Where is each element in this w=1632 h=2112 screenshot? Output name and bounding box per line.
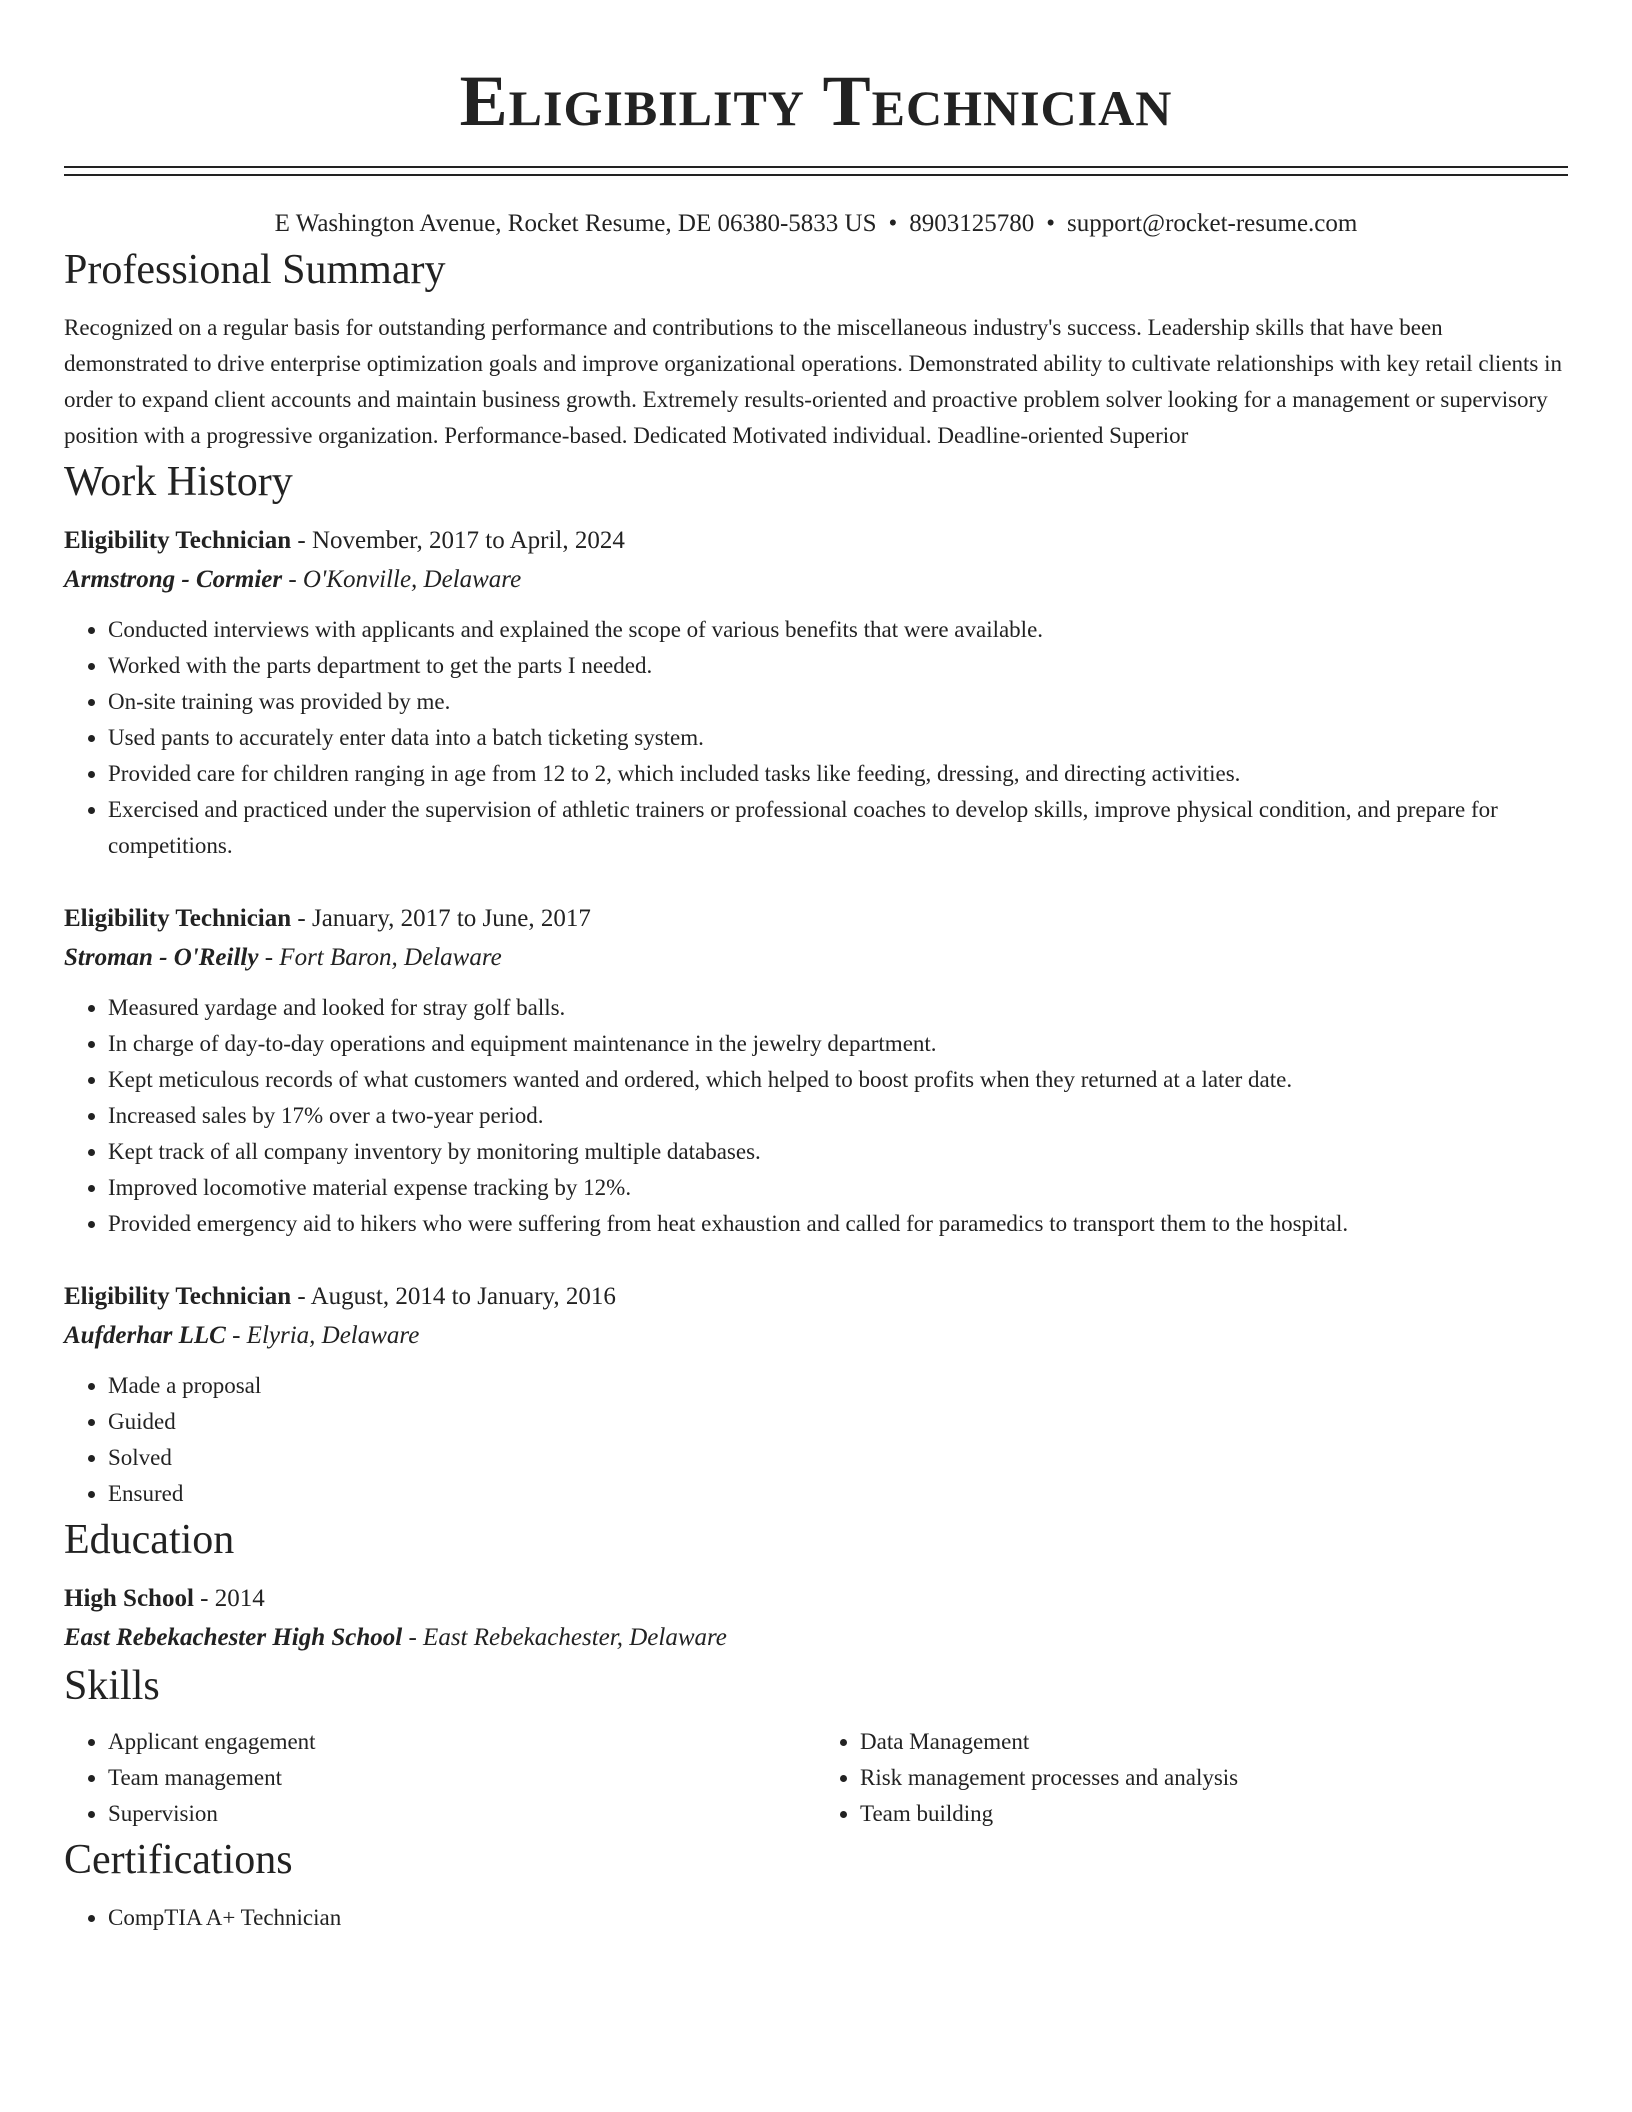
list-item: • Kept meticulous records of what customers wanted and ordered, which helped to boost profits when they returned at a later date. [108, 1062, 1568, 1098]
job-company-line [64, 560, 1568, 600]
job-company-line [64, 1316, 1568, 1356]
job-bullets [64, 612, 1568, 864]
list-item: • In charge of day-to-day operations and equipment maintenance in the jewelry department. [108, 1026, 1568, 1062]
work-history-heading: Work History [64, 459, 293, 505]
contact-email[interactable]: support@rocket-resume.com [1067, 210, 1358, 237]
contact-line [64, 206, 1568, 242]
job-location: - Fort Baron, Delaware [258, 944, 502, 971]
list-item: • Supervision [108, 1796, 816, 1832]
job-location: - Elyria, Delaware [225, 1322, 420, 1349]
education-heading: Education [64, 1517, 235, 1563]
list-item: • Provided emergency aid to hikers who were suffering from heat exhaustion and called for paramedics to transport them to the hospital. [108, 1206, 1568, 1242]
job-dates: - November, 2017 to April, 2024 [291, 527, 625, 554]
education-entry [64, 1580, 1568, 1658]
list-item: • Worked with the parts department to get the parts I needed. [108, 648, 1568, 684]
job-company-line [64, 938, 1568, 978]
list-item: • Solved [108, 1440, 1568, 1476]
job-dates: - January, 2017 to June, 2017 [291, 905, 591, 932]
contact-address: E Washington Avenue, Rocket Resume, DE 06380-5833 US [274, 210, 877, 237]
job-bullets [64, 1368, 1568, 1512]
job-location: - O'Konville, Delaware [282, 566, 522, 593]
skills-grid [64, 1724, 1568, 1832]
list-item: • Risk management processes and analysis [860, 1760, 1568, 1796]
education-year: - 2014 [193, 1585, 265, 1612]
resume-name: Eligibility Technician [459, 61, 1173, 141]
education-degree-line [64, 1580, 1568, 1618]
list-item: • Measured yardage and looked for stray golf balls. [108, 990, 1568, 1026]
summary-text: Recognized on a regular basis for outstanding performance and contributions to the miscellaneous industry's success. Leadership skills that have been demonstrated to drive enterprise optimization goals and improve organizational operations. Demonstrated ability to cultivate relationships with key retail clients in order to expand client accounts and maintain business growth. Extremely results-oriented and proactive problem solver looking for a management or supervisory position with a progressive organization. Performance-based. Dedicated Motivated individual. Deadline-oriented Superior [64, 315, 1563, 448]
certifications-heading: Certifications [64, 1837, 293, 1883]
job-title-line [64, 1278, 1568, 1316]
job-title: Eligibility Technician [64, 905, 292, 932]
contact-separator: • [888, 210, 898, 237]
job-company: Armstrong - Cormier [64, 566, 283, 593]
job-entry [64, 522, 1568, 864]
education-location: - East Rebekachester, Delaware [402, 1624, 727, 1651]
list-item: • Data Management [860, 1724, 1568, 1760]
job-title: Eligibility Technician [64, 527, 292, 554]
education-school: East Rebekachester High School [64, 1624, 403, 1651]
skills-heading: Skills [64, 1663, 160, 1709]
job-title-line [64, 522, 1568, 560]
list-item: • CompTIA A+ Technician [108, 1900, 1568, 1936]
contact-separator: • [1046, 210, 1056, 237]
list-item: • Team management [108, 1760, 816, 1796]
job-company: Aufderhar LLC [64, 1322, 226, 1349]
list-item: • Improved locomotive material expense tracking by 12%. [108, 1170, 1568, 1206]
education-school-line [64, 1618, 1568, 1658]
job-entry [64, 1278, 1568, 1512]
list-item: • Exercised and practiced under the supervision of athletic trainers or professional coaches to develop skills, improve physical condition, and prepare for competitions. [108, 792, 1568, 864]
skills-column-left [64, 1724, 816, 1832]
job-bullets [64, 990, 1568, 1242]
list-item: • Made a proposal [108, 1368, 1568, 1404]
list-item: • Ensured [108, 1476, 1568, 1512]
education-degree: High School [64, 1585, 194, 1612]
job-title: Eligibility Technician [64, 1283, 292, 1310]
job-title-line [64, 900, 1568, 938]
contact-phone: 8903125780 [909, 210, 1035, 237]
job-dates: - August, 2014 to January, 2016 [291, 1283, 616, 1310]
list-item: • Increased sales by 17% over a two-year period. [108, 1098, 1568, 1134]
list-item: • Used pants to accurately enter data into a batch ticketing system. [108, 720, 1568, 756]
list-item: • On-site training was provided by me. [108, 684, 1568, 720]
list-item: • Kept track of all company inventory by monitoring multiple databases. [108, 1134, 1568, 1170]
list-item: • Conducted interviews with applicants and explained the scope of various benefits that were available. [108, 612, 1568, 648]
skills-column-right [816, 1724, 1568, 1832]
list-item: • Applicant engagement [108, 1724, 816, 1760]
job-company: Stroman - O'Reilly [64, 944, 259, 971]
certifications-list [64, 1900, 1568, 1936]
job-entry [64, 900, 1568, 1242]
list-item: • Guided [108, 1404, 1568, 1440]
list-item: • Provided care for children ranging in age from 12 to 2, which included tasks like feeding, dressing, and directing activities. [108, 756, 1568, 792]
list-item: • Team building [860, 1796, 1568, 1832]
summary-heading: Professional Summary [64, 247, 446, 293]
